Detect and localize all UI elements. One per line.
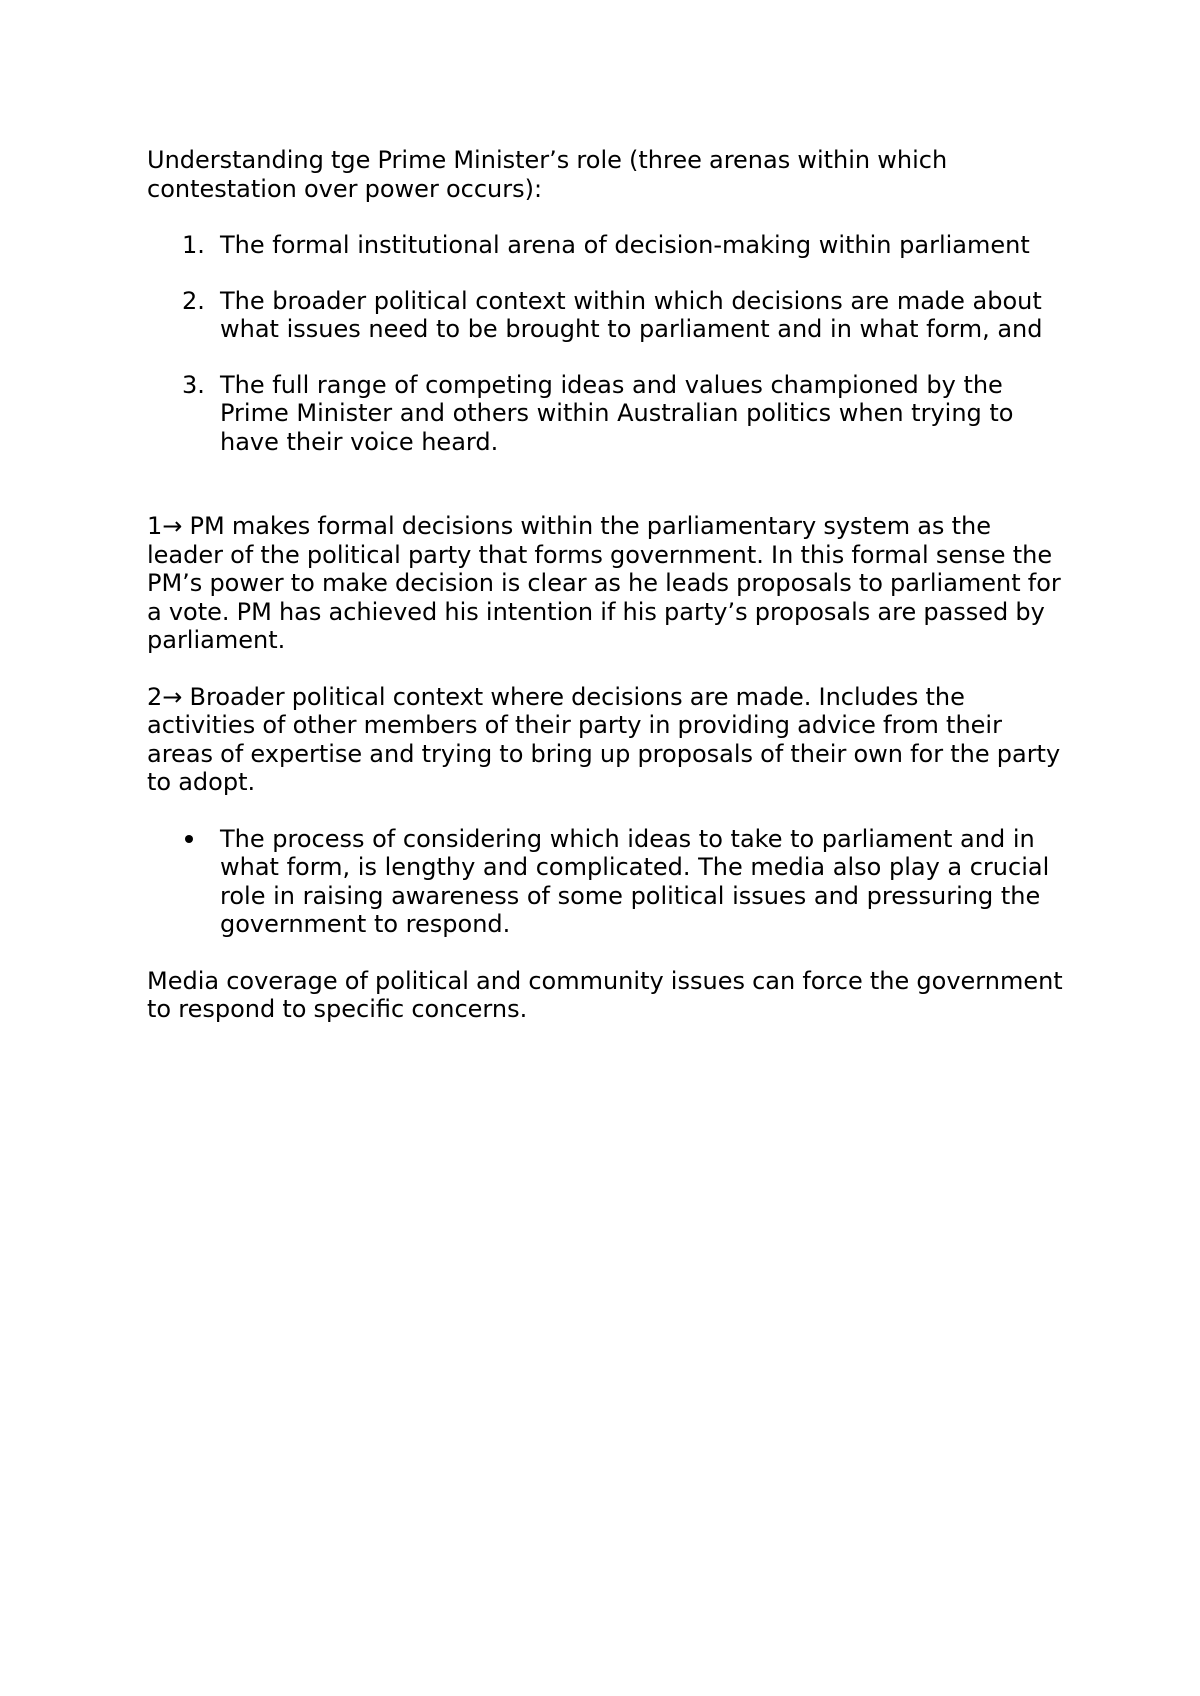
list-item xyxy=(147,371,1067,457)
bullet-icon xyxy=(185,835,193,843)
arenas-list xyxy=(147,231,1067,456)
closing-paragraph: Media coverage of political and community issues can force the government to respond to specific concerns. xyxy=(147,966,1063,1023)
list-item-text: The broader political context within which decisions are made about what issues need to be brought to parliament and in what form, and xyxy=(220,286,1043,343)
point-1-paragraph: 1→ PM makes formal decisions within the parliamentary system as the leader of the political party that forms government. In this formal sense the PM’s power to make decision is clear as he leads proposals to parliament for a vote. PM has achieved his intention if his party’s proposals are passed by parliament. xyxy=(147,512,1061,654)
list-item xyxy=(147,287,1067,344)
list-item xyxy=(147,825,1067,939)
list-item-number: 1. xyxy=(182,231,205,259)
list-item-text: The formal institutional arena of decision-making within parliament xyxy=(220,231,1030,259)
bullet-list xyxy=(147,825,1067,939)
document-body xyxy=(147,146,1067,1024)
list-item xyxy=(147,231,1067,260)
list-item-text: The full range of competing ideas and values championed by the Prime Minister and others within Australian politics when trying to have their voice heard. xyxy=(220,370,1014,456)
section-spacer xyxy=(147,456,1067,512)
list-item-number: 2. xyxy=(182,286,205,315)
document-heading: Understanding tge Prime Minister’s role (three arenas within which contestation over power occurs): xyxy=(147,146,948,203)
list-item-text: The process of considering which ideas to take to parliament and in what form, is lengthy and complicated. The media also play a crucial role in raising awareness of some political issues and pressuring the government to respond. xyxy=(220,824,1050,938)
point-2-paragraph: 2→ Broader political context where decisions are made. Includes the activities of other members of their party in providing advice from their areas of expertise and trying to bring up proposals of their own for the party to adopt. xyxy=(147,682,1061,796)
list-item-number: 3. xyxy=(182,370,205,399)
